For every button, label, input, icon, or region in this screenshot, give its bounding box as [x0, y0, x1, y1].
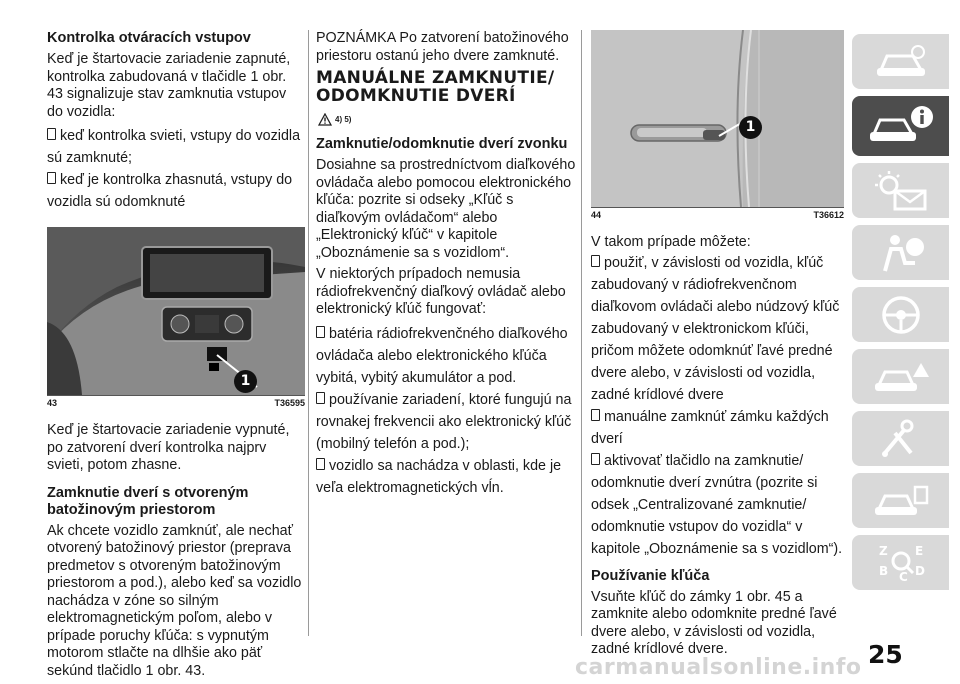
- dashboard-photo: [47, 227, 305, 395]
- tab-emergency[interactable]: [852, 349, 949, 404]
- svg-text:E: E: [914, 543, 923, 558]
- paragraph: Dosiahne sa prostredníctvom diaľkového ovládača alebo pomocou elektronického kľúča: pozrite si odseky „Kľúč s diaľkovým ovládačom“ alebo „Elektronický kľúč“ v kapitole „Oboznámenie sa s vozidlom“.: [316, 157, 576, 261]
- figure-callout: 1: [234, 370, 257, 393]
- bullet-item: manuálne zamknúť zámku každých dverí: [591, 408, 829, 447]
- bullet-box-icon: [47, 128, 56, 140]
- bullet-item: keď kontrolka svieti, vstupy do vozidla sú zamknuté;: [47, 128, 301, 166]
- bullet-item: použiť, v závislosti od vozidla, kľúč zabudovaný v rádiofrekvenčnom diaľkovom ovládači alebo núdzový kľúč zabudovaný v elektronickom kľúči, pričom môžete odomknúť ľavé predné dvere alebo, v závislosti od vozidla, zadné krídlové dvere: [591, 254, 840, 403]
- figure-number: 44: [591, 210, 602, 220]
- tab-dashboard[interactable]: [852, 34, 949, 89]
- heading-open-trunk: Zamknutie dverí s otvoreným batožinovým priestorom: [47, 484, 249, 518]
- bullet-item: vozidlo sa nachádza v oblasti, kde je veľa elektromagnetických vĺn.: [316, 457, 562, 496]
- bullet-item: keď je kontrolka zhasnutá, vstupy do vozidla sú odomknuté: [47, 172, 293, 210]
- bullet-item: batéria rádiofrekvenčného diaľkového ovládača alebo elektronického kľúča vybitá, vybitý akumulátor a pod.: [316, 325, 568, 386]
- warning-lights-icon: [871, 169, 931, 213]
- page-number: 25: [868, 640, 903, 669]
- bullet-box-icon: [316, 458, 325, 470]
- bullet-box-icon: [316, 392, 325, 404]
- warning-ref-numbers: 4) 5): [335, 115, 352, 124]
- watermark: carmanualsonline.info: [575, 655, 862, 680]
- door-handle-photo: [591, 30, 844, 207]
- column-2: [316, 30, 576, 499]
- svg-text:B: B: [878, 563, 888, 578]
- warning-triangle-icon: [318, 113, 332, 126]
- bullet-box-icon: [591, 409, 600, 421]
- svg-text:D: D: [914, 563, 925, 578]
- column-3: [591, 30, 844, 663]
- figure-43: [47, 227, 305, 395]
- bullet-box-icon: [591, 255, 600, 267]
- bullet-item: používanie zariadení, ktoré fungujú na rovnakej frekvencii ako elektronický kľúč (mobilný telefón a pod.);: [316, 391, 572, 452]
- figure-caption: [47, 395, 305, 408]
- car-warning-icon: [871, 355, 931, 399]
- heading-key-use: Používanie kľúča: [591, 567, 710, 584]
- figure-code: T36595: [274, 398, 305, 408]
- tab-driving[interactable]: [852, 287, 949, 342]
- tab-maintenance[interactable]: [852, 411, 949, 466]
- paragraph: Vsuňte kľúč do zámky 1 obr. 45 a zamknite alebo odomknite predné ľavé dvere alebo, v závislosti od vozidla, zadné krídlové dvere.: [591, 588, 837, 657]
- steering-wheel-icon: [871, 293, 931, 337]
- figure-44: [591, 30, 844, 207]
- warning-reference: [318, 113, 576, 126]
- paragraph: V niektorých prípadoch nemusia rádiofrekvenčný diaľkový ovládač alebo elektronický kľúč fungovať:: [316, 266, 566, 317]
- car-specs-icon: [871, 479, 931, 523]
- column-1: [47, 30, 305, 684]
- paragraph: Keď je štartovacie zariadenie vypnuté, po zatvorení dverí kontrolka najprv svieti, potom zhasne.: [47, 422, 290, 473]
- svg-text:C: C: [898, 569, 908, 584]
- figure-caption: [591, 207, 844, 220]
- tab-safety[interactable]: [852, 225, 949, 280]
- chapter-tabs: [852, 34, 949, 597]
- heading-outside-lock: Zamknutie/odomknutie dverí zvonku: [316, 136, 568, 152]
- column-divider: [308, 30, 309, 636]
- car-info-icon: [868, 104, 934, 148]
- index-icon: [871, 541, 931, 585]
- heading-indicator: Kontrolka otváracích vstupov: [47, 30, 251, 46]
- bullet-box-icon: [316, 326, 325, 338]
- tab-technical-data[interactable]: [852, 473, 949, 528]
- section-title: MANUÁLNE ZAMKNUTIE/ ODOMKNUTIE DVERÍ: [316, 68, 555, 106]
- paragraph: Ak chcete vozidlo zamknúť, ale nechať otvorený batožinový priestor (preprava predmetov s otvoreným batožinovým priestorom a pod.), alebo keď sa vozidlo nachádza v zóne so silným elektromagnetickým poľom, alebo v prípade poruchy kľúča: s vypnutým motorom stlačte na dlhšie ako päť sekúnd tlačidlo 1 obr. 43.: [47, 522, 302, 679]
- tab-knowing-vehicle[interactable]: [852, 96, 949, 156]
- car-dashboard-icon: [871, 42, 931, 82]
- airbag-icon: [871, 231, 931, 275]
- figure-callout: 1: [739, 116, 762, 139]
- svg-text:Z: Z: [878, 543, 888, 558]
- tools-icon: [871, 417, 931, 461]
- bullet-item: aktivovať tlačidlo na zamknutie/ odomknutie dverí zvnútra (pozrite si odsek „Centralizované zamknutie/ odomknutie vstupov do vozidla“ v kapitole „Oboznámenie sa s vozidlom“).: [591, 452, 843, 557]
- tab-warning-lights[interactable]: [852, 163, 949, 218]
- figure-number: 43: [47, 398, 58, 408]
- bullet-box-icon: [591, 453, 600, 465]
- figure-code: T36612: [813, 210, 844, 220]
- column-divider: [581, 30, 582, 636]
- bullet-box-icon: [47, 172, 56, 184]
- paragraph: Keď je štartovacie zariadenie zapnuté, kontrolka zabudovaná v tlačidle 1 obr. 43 signalizuje stav zamknutia vstupov do vozidla:: [47, 51, 291, 120]
- tab-index[interactable]: [852, 535, 949, 590]
- paragraph: V takom prípade môžete:: [591, 234, 751, 250]
- note-paragraph: POZNÁMKA Po zatvorení batožinového priestoru ostanú jeho dvere zamknuté.: [316, 30, 569, 64]
